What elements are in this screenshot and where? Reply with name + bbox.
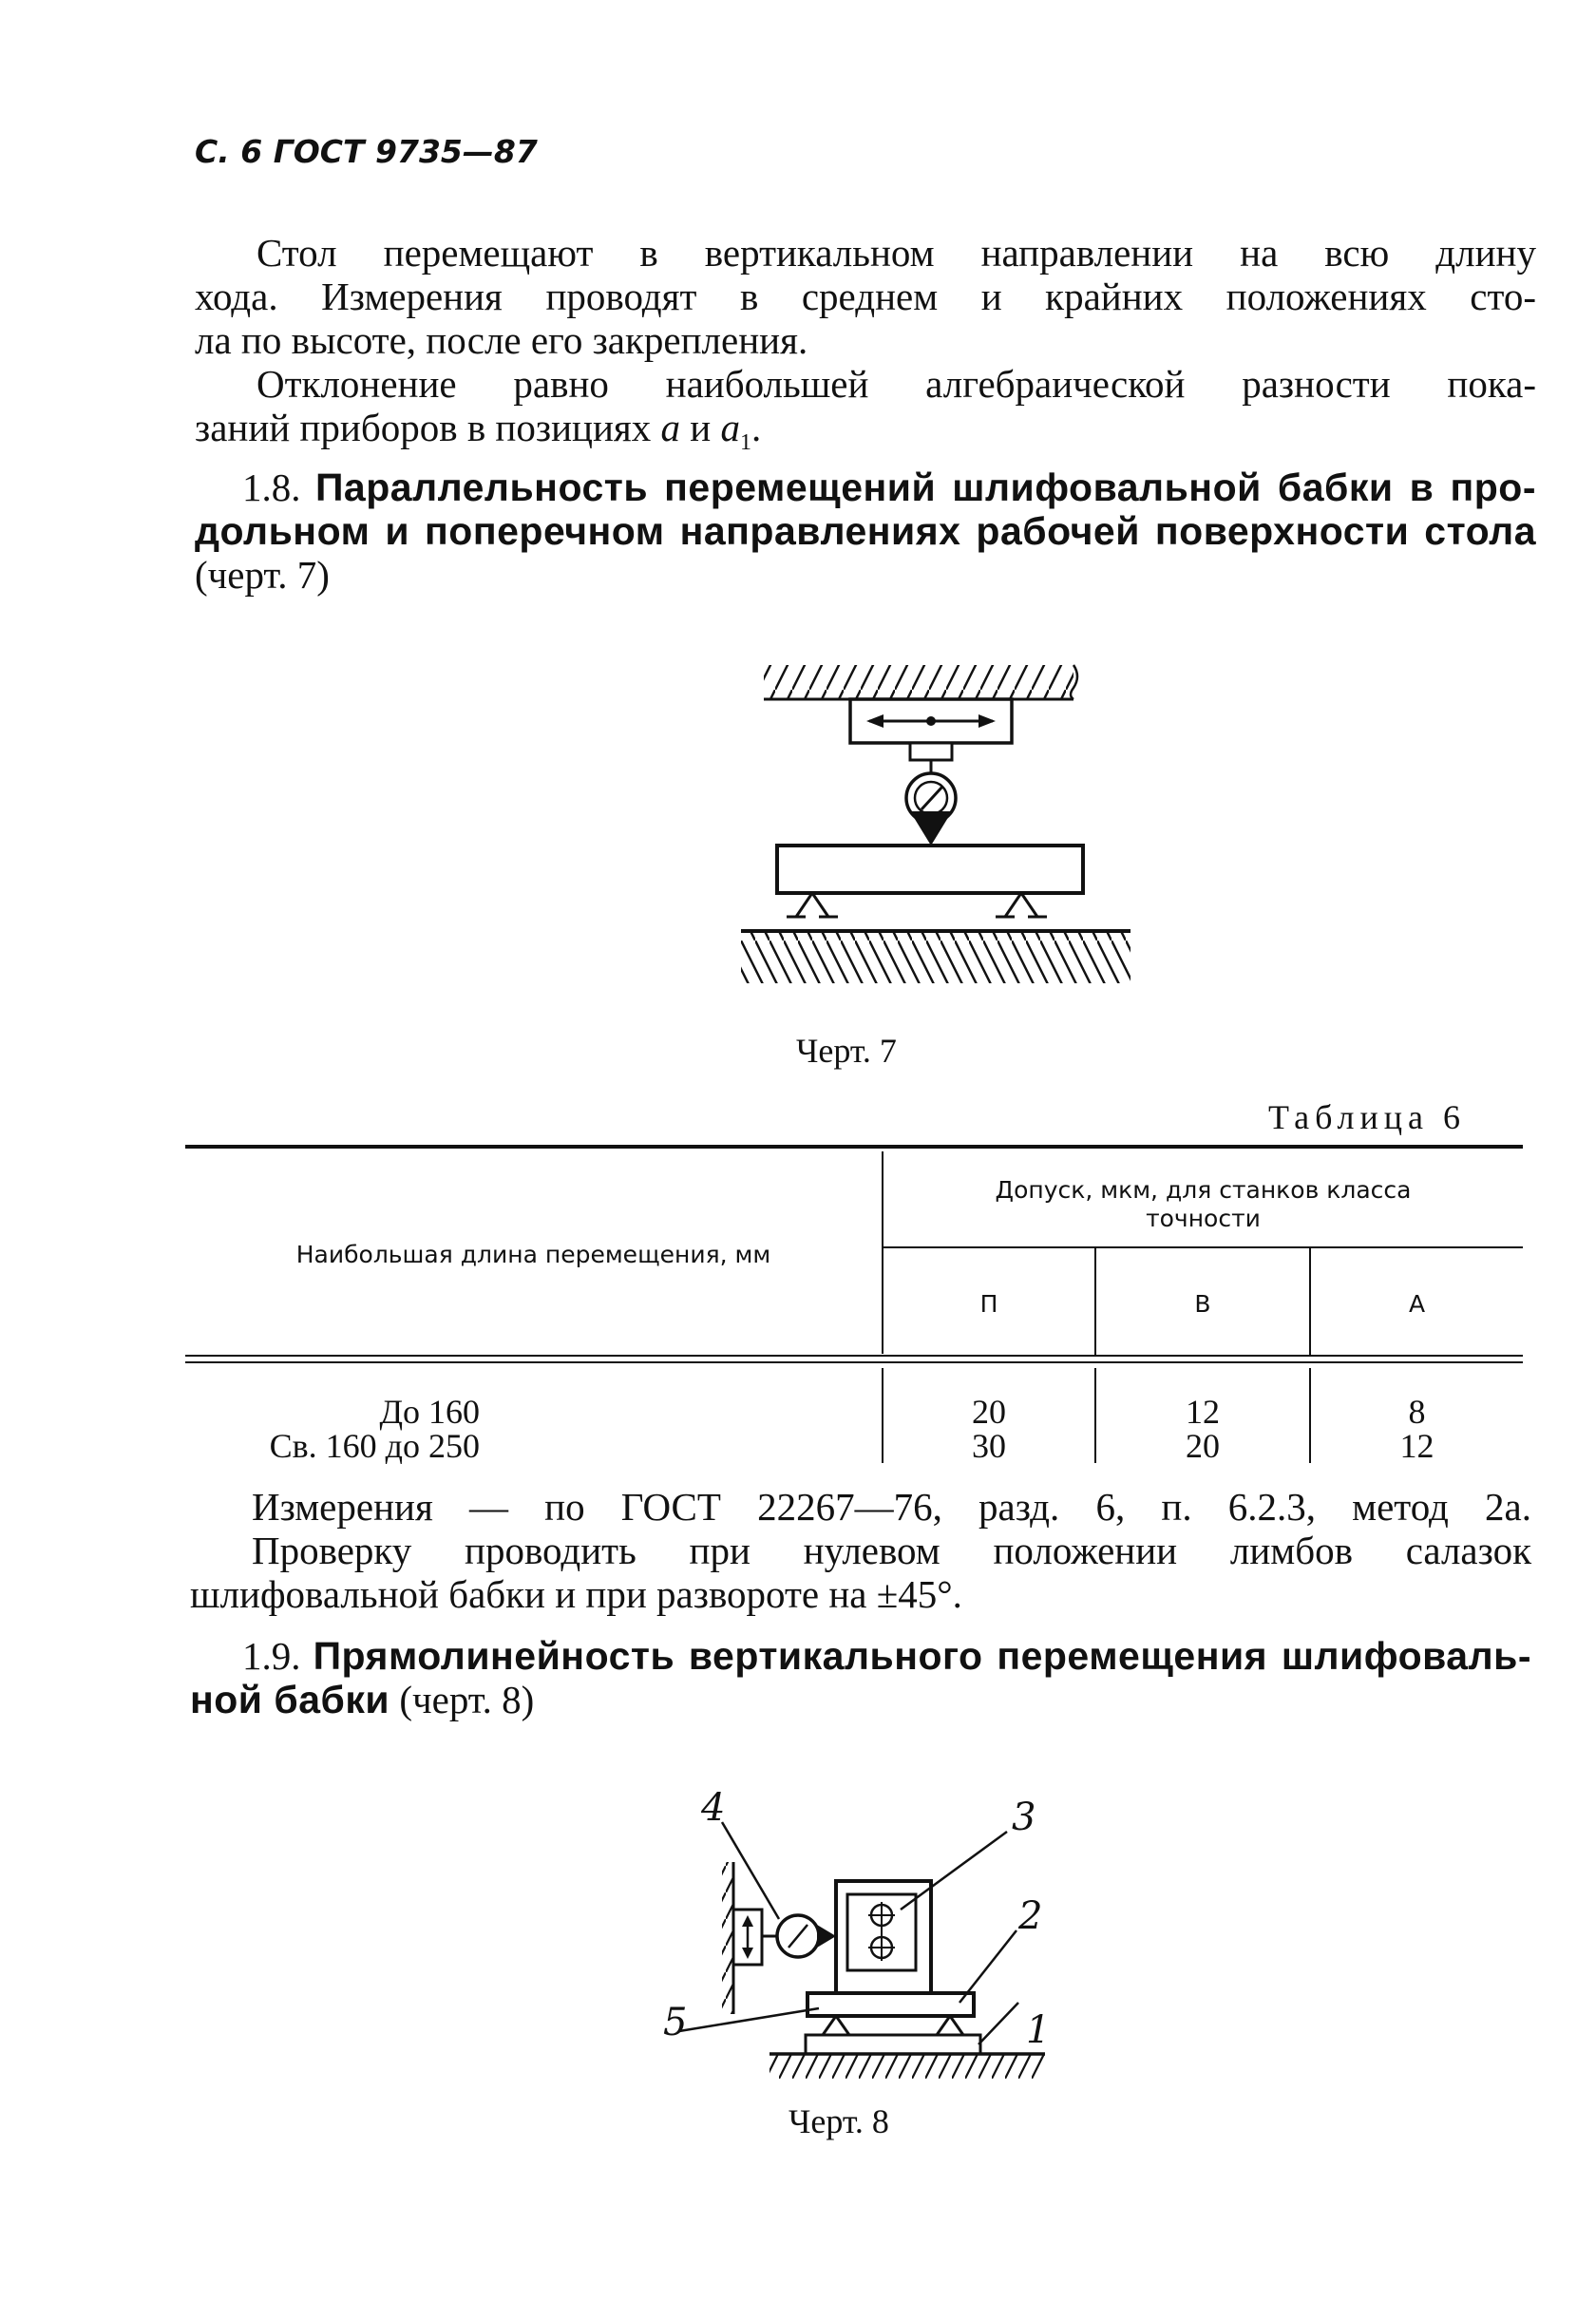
text-line: Проверку проводить при нулевом положении лимбов салазок [252, 1529, 1531, 1572]
figure-8-drawing [646, 1786, 1074, 2100]
table-cell: 30 [972, 1427, 1006, 1465]
table-cell: 8 [1408, 1393, 1426, 1431]
page-number: С. 6 [195, 133, 263, 170]
slide-plate [808, 1993, 974, 2035]
table-cell: 20 [972, 1393, 1006, 1431]
section-heading-line: ной бабки (черт. 8) [190, 1678, 535, 1721]
label-1: 1 [1026, 2008, 1051, 2052]
table-row [185, 1395, 480, 1463]
grinding-head-slide [764, 665, 1077, 699]
text-line: Отклонение равно наибольшей алгебраической разности пока- [256, 362, 1536, 406]
section-number: 1.8. [242, 466, 301, 509]
text-line: ла по высоте, после его закрепления. [195, 318, 808, 362]
class-p-values [884, 1395, 1094, 1463]
table-cell: 12 [1186, 1393, 1220, 1431]
table-cell: 20 [1186, 1427, 1220, 1465]
section-heading-line: 1.8. Параллельность перемещений шлифовальной бабки в про- [242, 466, 1536, 509]
class-v-values [1096, 1395, 1309, 1463]
row-length: Св. 160 до 250 [269, 1427, 480, 1465]
symbol-a: a [660, 406, 680, 449]
table-base [770, 2035, 1045, 2079]
paragraph-table-movement [195, 231, 1536, 465]
label-5: 5 [663, 2001, 688, 2044]
section-number: 1.9. [242, 1634, 301, 1678]
column-header-length: Наибольшая длина перемещения, мм [295, 1241, 771, 1268]
label-4: 4 [701, 1786, 726, 1830]
dial-indicator [906, 743, 956, 846]
symbol-a1: a [720, 406, 740, 449]
label-2: 2 [1018, 1894, 1043, 1938]
wall-post [722, 1862, 777, 2014]
paragraph-measurement-method [190, 1485, 1531, 1616]
column-header-class: А [1408, 1290, 1426, 1318]
table-header-rule [185, 1355, 1523, 1357]
row-length: До 160 [379, 1393, 480, 1431]
text-line: хода. Измерения проводят в среднем и крайних положениях сто- [195, 275, 1536, 318]
section-heading-line: дольном и поперечном направлениях рабочей поверхности стола [195, 509, 1536, 553]
text-line: Измерения — по ГОСТ 22267—76, разд. 6, п. 6.2.3, метод 2а. [252, 1485, 1531, 1529]
section-1-8 [195, 466, 1536, 597]
page-header [195, 133, 538, 170]
section-heading-line: 1.9. Прямолинейность вертикального перемещения шлифоваль- [242, 1634, 1531, 1678]
test-bar [777, 846, 1083, 917]
table-surface [741, 931, 1130, 983]
header-subrule [884, 1246, 1523, 1248]
table-top-rule [185, 1145, 1523, 1149]
column-header-class: В [1194, 1290, 1211, 1318]
class-a-values [1311, 1395, 1523, 1463]
table-6-caption: Таблица 6 [1268, 1098, 1466, 1136]
table-header-rule [185, 1361, 1523, 1363]
text-line: Стол перемещают в вертикальном направлении на всю длину [256, 231, 1536, 275]
column-header-class: П [979, 1290, 998, 1318]
figure-8-caption: Черт. 8 [788, 2102, 889, 2140]
standard-number: ГОСТ 9735—87 [273, 133, 538, 170]
dial-indicator [777, 1915, 836, 1957]
slide-block [850, 699, 1012, 743]
text-line: шлифовальной бабки и при развороте на ±45°. [190, 1572, 962, 1616]
section-1-9 [190, 1634, 1531, 1721]
tolerance-group-header: Допуск, мкм, для станков класса точности [995, 1176, 1412, 1232]
section-heading-line: (черт. 7) [195, 553, 330, 597]
label-3: 3 [1012, 1796, 1036, 1839]
table-cell: 12 [1399, 1427, 1434, 1465]
text-line: заний приборов в позициях a и $a_1$. [195, 406, 762, 456]
figure-7-caption: Черт. 7 [796, 1032, 897, 1070]
figure-7-drawing [741, 656, 1140, 1017]
